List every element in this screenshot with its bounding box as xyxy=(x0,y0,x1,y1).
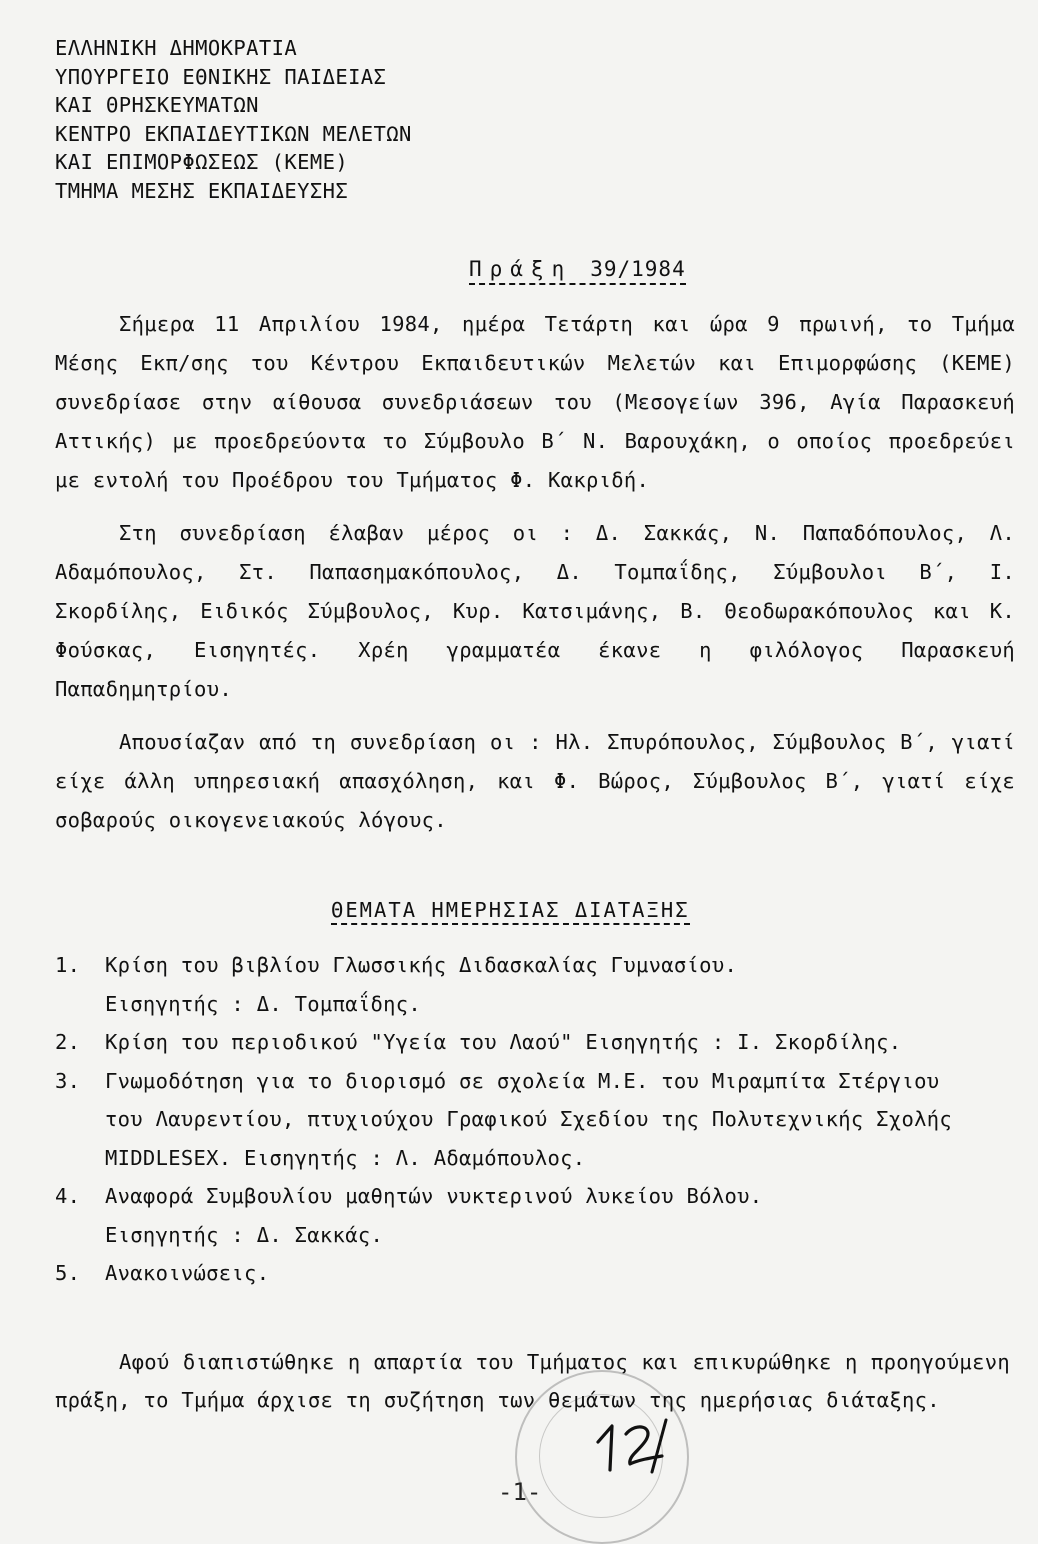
header-line: ΕΛΛΗΝΙΚΗ ΔΗΜΟΚΡΑΤΙΑ xyxy=(55,36,298,60)
agenda-item-number: 2. xyxy=(55,1030,81,1054)
header-line: ΚΕΝΤΡΟ ΕΚΠΑΙΔΕΥΤΙΚΩΝ ΜΕΛΕΤΩΝ xyxy=(55,121,412,146)
header-line: ΥΠΟΥΡΓΕΙΟ ΕΘΝΙΚΗΣ ΠΑΙΔΕΙΑΣ xyxy=(55,64,387,89)
agenda-list xyxy=(55,946,1025,1293)
intro-paragraph: Σήμερα 11 Απριλίου 1984, ημέρα Τετάρτη και ώρα 9 πρωινή, το Τμήμα Μέσης Εκπ/σης του Κέντρου Εκπαιδευτικών Μελετών και Επιμορφώσης (ΚΕΜΕ) συνεδρίασε στην αίθουσα συνεδριάσεων του (Μεσογείων 396, Αγία Παρασκευή Αττικής) με προεδρεύοντα το Σύμβουλο Β΄ Ν. Βαρουχάκη, ο οποίος προεδρεύει με εντολή του Προέδρου του Τμήματος Φ. Κακριδή. xyxy=(55,312,1015,492)
agenda-item-text: Κρίση του βιβλίου Γλωσσικής Διδασκαλίας Γυμνασίου. xyxy=(105,953,738,977)
minutes-body xyxy=(55,305,1015,840)
absent-paragraph: Απουσίαζαν από τη συνεδρίαση οι : Ηλ. Σπυρόπουλος, Σύμβουλος Β΄, γιατί είχε άλλη υπηρεσιακή απασχόληση, και Φ. Βώρος, Σύμβουλος Β΄, γιατί είχε σοβαρούς οικογενειακούς λόγους. xyxy=(55,730,1015,832)
agenda-item-continuation: του Λαυρεντίου, πτυχιούχου Γραφικού Σχεδίου της Πολυτεχνικής Σχολής xyxy=(105,1107,953,1131)
header-line: ΚΑΙ ΘΡΗΣΚΕΥΜΑΤΩΝ xyxy=(55,93,259,117)
agenda-item-continuation: MIDDLESEX. Εισηγητής : Λ. Αδαμόπουλος. xyxy=(105,1145,586,1170)
agenda-item-number: 5. xyxy=(55,1261,81,1285)
agenda-title: ΘΕΜΑΤΑ ΗΜΕΡΗΣΙΑΣ ΔΙΑΤΑΞΗΣ xyxy=(331,898,690,925)
closing-paragraph: Αφού διαπιστώθηκε η απαρτία του Τμήματος και επικυρώθηκε η προηγούμενη πράξη, το Τμήμα άρχισε τη συζήτηση των θεμάτων της ημερήσιας διάταξης. xyxy=(55,1350,1010,1412)
agenda-item-text: Γνωμοδότηση για το διορισμό σε σχολεία Μ.Ε. του Μιραμπίτα Στέργιου xyxy=(105,1068,940,1093)
title-label: Πράξη xyxy=(469,257,573,281)
agenda-item xyxy=(55,1254,1025,1293)
header-line: ΤΜΗΜΑ ΜΕΣΗΣ ΕΚΠΑΙΔΕΥΣΗΣ xyxy=(55,178,349,203)
signature-mark xyxy=(588,1412,698,1478)
header-line: ΚΑΙ ΕΠΙΜΟΡΦΩΣΕΩΣ (ΚΕΜΕ) xyxy=(55,150,349,174)
agenda-item-text: Ανακοινώσεις. xyxy=(105,1261,270,1285)
closing-section xyxy=(55,1343,1010,1419)
agenda-item xyxy=(55,1177,1025,1216)
document-title xyxy=(469,257,686,285)
agenda-item xyxy=(55,1023,1025,1062)
agenda-item-continuation: Εισηγητής : Δ. Σακκάς. xyxy=(105,1222,384,1247)
agenda-item xyxy=(55,1062,1025,1101)
agenda-item-number: 3. xyxy=(55,1068,81,1093)
agenda-item-text: Αναφορά Συμβουλίου μαθητών νυκτερινού λυκείου Βόλου. xyxy=(105,1184,763,1208)
agenda-item-text: Κρίση του περιοδικού "Υγεία του Λαού" Εισηγητής : Ι. Σκορδίλης. xyxy=(105,1030,902,1054)
agenda-item xyxy=(55,946,1025,985)
letterhead xyxy=(55,34,412,205)
attendees-paragraph: Στη συνεδρίαση έλαβαν μέρος οι : Δ. Σακκάς, Ν. Παπαδόπουλος, Λ. Αδαμόπουλος, Στ. Παπασημακόπουλος, Δ. Τομπαΐδης, Σύμβουλοι Β΄, Ι. Σκορδίλης, Ειδικός Σύμβουλος, Κυρ. Κατσιμάνης, Β. Θεοδωρακόπουλος και Κ. Φούσκας, Εισηγητές. Χρέη γραμματέα έκανε η φιλόλογος Παρασκευή Παπαδημητρίου. xyxy=(55,521,1015,701)
title-number: 39/1984 xyxy=(590,257,686,281)
page-number: -1- xyxy=(498,1478,542,1506)
agenda-item-continuation: Εισηγητής : Δ. Τομπαΐδης. xyxy=(105,991,422,1016)
agenda-item-number: 4. xyxy=(55,1184,81,1208)
agenda-item-number: 1. xyxy=(55,953,81,977)
